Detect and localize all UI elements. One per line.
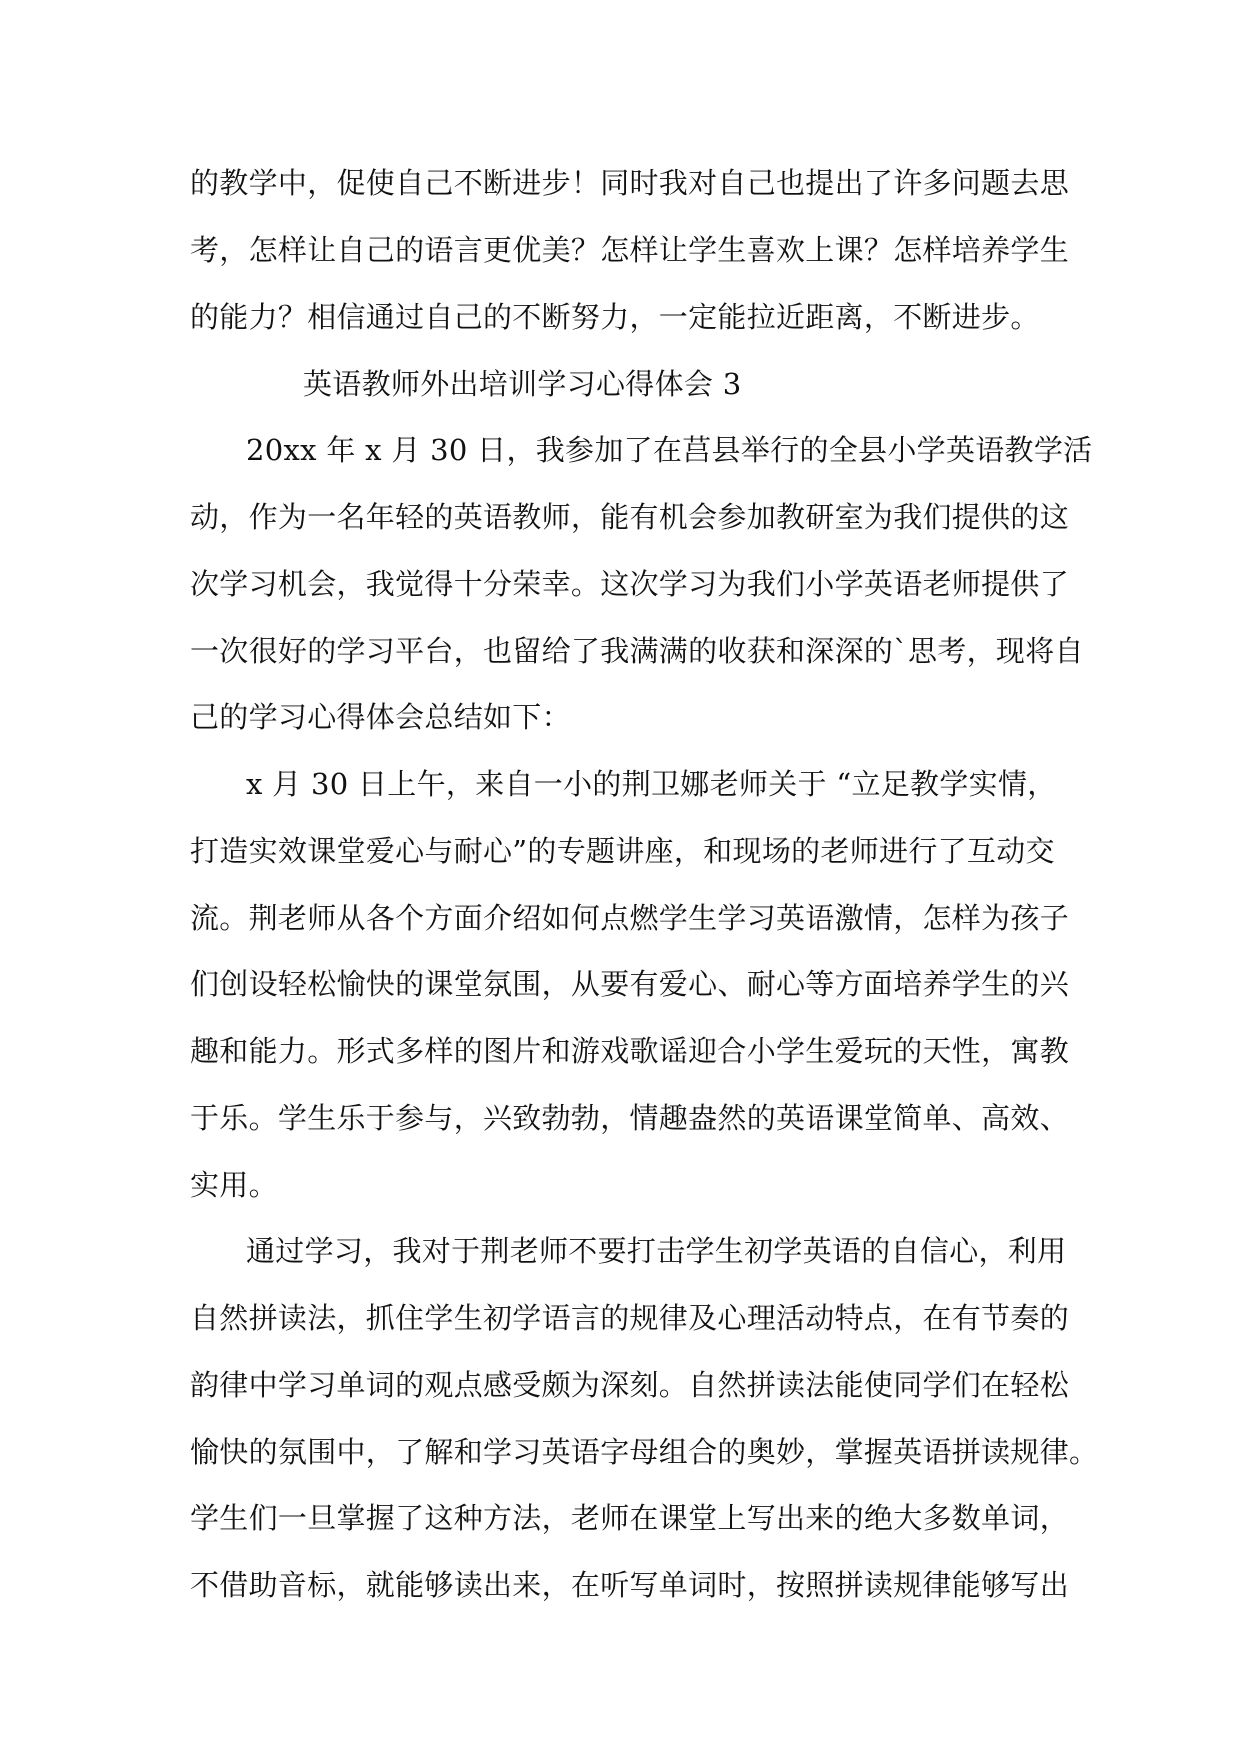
text-line: 韵律中学习单词的观点感受颇为深刻。自然拼读法能使同学们在轻松 — [190, 1368, 1070, 1402]
text-line: 次学习机会，我觉得十分荣幸。这次学习为我们小学英语老师提供了 — [190, 567, 1070, 601]
text-line: 一次很好的学习平台，也留给了我满满的收获和深深的`思考，现将自 — [190, 634, 1084, 668]
text-line: 学生们一旦掌握了这种方法，老师在课堂上写出来的绝大多数单词， — [190, 1501, 1070, 1535]
text-line: 己的学习心得体会总结如下： — [190, 700, 571, 734]
text-line: 的能力？相信通过自己的不断努力，一定能拉近距离，不断进步。 — [190, 300, 1040, 334]
text-line: 考，怎样让自己的语言更优美？怎样让学生喜欢上课？怎样培养学生 — [190, 233, 1070, 267]
text-line: 打造实效课堂爱心与耐心”的专题讲座，和现场的老师进行了互动交 — [190, 834, 1055, 868]
text-line: 趣和能力。形式多样的图片和游戏歌谣迎合小学生爱玩的天性，寓教 — [190, 1034, 1070, 1068]
text-line: 愉快的氛围中，了解和学习英语字母组合的奥妙，掌握英语拼读规律。 — [190, 1435, 1099, 1469]
text-line: 20xx 年 x 月 30 日，我参加了在莒县举行的全县小学英语教学活 — [246, 433, 1093, 467]
section-heading: 英语教师外出培训学习心得体会 3 — [303, 367, 742, 401]
text-line: 实用。 — [190, 1168, 278, 1202]
text-line: 通过学习，我对于荆老师不要打击学生初学英语的自信心，利用 — [246, 1234, 1067, 1268]
text-line: 于乐。学生乐于参与，兴致勃勃，情趣盎然的英语课堂简单、高效、 — [190, 1101, 1070, 1135]
text-line: 流。荆老师从各个方面介绍如何点燃学生学习英语激情，怎样为孩子 — [190, 901, 1070, 935]
text-line: 自然拼读法，抓住学生初学语言的规律及心理活动特点，在有节奏的 — [190, 1301, 1070, 1335]
text-line: 动，作为一名年轻的英语教师，能有机会参加教研室为我们提供的这 — [190, 500, 1070, 534]
text-line: 不借助音标，就能够读出来，在听写单词时，按照拼读规律能够写出 — [190, 1568, 1070, 1602]
text-line: 们创设轻松愉快的课堂氛围，从要有爱心、耐心等方面培养学生的兴 — [190, 967, 1070, 1001]
text-line: x 月 30 日上午，来自一小的荆卫娜老师关于 “立足教学实情， — [246, 767, 1057, 801]
text-line: 的教学中，促使自己不断进步！同时我对自己也提出了许多问题去思 — [190, 166, 1070, 200]
